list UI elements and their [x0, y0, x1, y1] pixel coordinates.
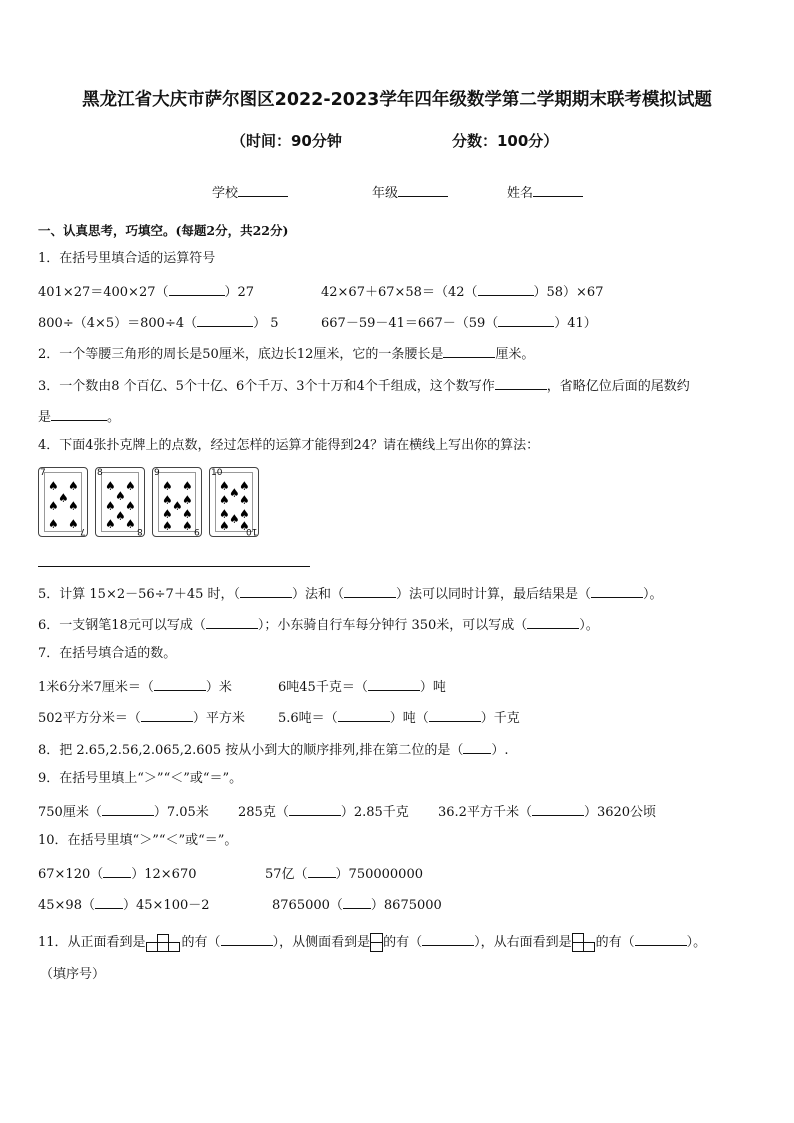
q8-text: 8．把 2.65,2.56,2.065,2.605 按从小到大的顺序排列,排在第二位的是（ ）.: [38, 743, 509, 758]
answer-blank[interactable]: [169, 283, 225, 296]
q6-text: 6．一支钢笔18元可以写成（ ）；小东骑自行车每分钟行 350米，可以写成（ ）。: [38, 618, 599, 633]
playing-card-8: 8 8 ♠ ♠ ♠ ♠ ♠ ♠ ♠ ♠: [97, 468, 143, 536]
q10-item-b: 57亿（ ）750000000: [265, 867, 423, 882]
grade-field[interactable]: [372, 182, 448, 201]
grade-label: 年级: [372, 186, 399, 201]
q1-text: 1．在括号里填合适的运算符号: [38, 251, 216, 266]
q7-text: 7．在括号填合适的数。: [38, 646, 177, 661]
q1-item-b: 42×67＋67×58＝（42（ ）58）×67: [321, 285, 604, 300]
answer-blank[interactable]: [478, 283, 534, 296]
answer-blank[interactable]: [51, 408, 107, 421]
q11-note: （填序号）: [40, 967, 106, 982]
page-title: 黑龙江省大庆市萨尔图区2022-2023学年四年级数学第二学期期末联考模拟试题: [82, 90, 712, 110]
name-field[interactable]: [507, 182, 583, 201]
q7-item-a: 1米6分米7厘米＝（ ）米: [38, 680, 232, 695]
answer-blank[interactable]: [141, 709, 193, 722]
answer-blank[interactable]: [591, 585, 643, 598]
name-label: 姓名: [507, 186, 534, 201]
q9-text: 9．在括号里填上“＞”“＜”或“＝”。: [38, 771, 243, 786]
q9-item-b: 285克（ ）2.85千克: [238, 805, 409, 820]
exam-score: 分数：100分）: [452, 132, 559, 150]
school-field[interactable]: [212, 182, 288, 201]
answer-blank[interactable]: [498, 314, 554, 327]
q7-item-b: 6吨45千克＝（ ）吨: [278, 680, 446, 695]
answer-blank[interactable]: [197, 314, 253, 327]
school-label: 学校: [212, 186, 239, 201]
q9-item-c: 36.2平方千米（ ）3620公顷: [438, 805, 657, 820]
answer-blank[interactable]: [221, 933, 273, 946]
answer-blank[interactable]: [103, 865, 131, 878]
q7-item-c: 502平方分米＝（ ）平方米: [38, 711, 245, 726]
answer-blank[interactable]: [422, 933, 474, 946]
q10-item-c: 45×98（ ）45×100－2: [38, 898, 210, 913]
answer-blank[interactable]: [102, 803, 154, 816]
answer-blank[interactable]: [338, 709, 390, 722]
q7-item-d: 5.6吨＝（ ）吨（ ）千克: [278, 711, 520, 726]
answer-blank[interactable]: [443, 345, 495, 358]
q2-text: 2．一个等腰三角形的周长是50厘米，底边长12厘米，它的一条腰长是 厘米。: [38, 347, 535, 362]
answer-blank[interactable]: [240, 585, 292, 598]
q4-answer-line[interactable]: [38, 566, 310, 567]
playing-card-9: 9 9 ♠ ♠ ♠ ♠ ♠ ♠ ♠ ♠ ♠: [154, 468, 200, 536]
exam-time: （时间：90分钟: [231, 132, 342, 150]
answer-blank[interactable]: [495, 377, 547, 390]
right-view-icon: [572, 933, 596, 952]
answer-blank[interactable]: [95, 896, 123, 909]
q1-item-a: 401×27＝400×27（ ）27: [38, 285, 255, 300]
playing-card-7: 7 7 ♠ ♠ ♠ ♠ ♠ ♠ ♠: [40, 468, 86, 536]
q10-item-d: 8765000（ ）8675000: [272, 898, 442, 913]
answer-blank[interactable]: [344, 585, 396, 598]
front-view-icon: [146, 934, 182, 952]
answer-blank[interactable]: [429, 709, 481, 722]
q9-item-a: 750厘米（ ）7.05米: [38, 805, 209, 820]
answer-blank[interactable]: [343, 896, 371, 909]
q1-item-d: 667－59－41＝667－（59（ ）41）: [321, 316, 597, 331]
answer-blank[interactable]: [463, 741, 491, 754]
answer-blank[interactable]: [289, 803, 341, 816]
playing-card-10: 10 10 ♠ ♠ ♠ ♠ ♠ ♠ ♠ ♠ ♠ ♠: [211, 468, 257, 536]
answer-blank[interactable]: [532, 803, 584, 816]
q10-item-a: 67×120（ ）12×670: [38, 867, 197, 882]
playing-cards: [38, 467, 268, 539]
q5-text: 5．计算 15×2－56÷7＋45 时，（ ）法和（ ）法可以同时计算，最后结果是（ ）。: [38, 587, 663, 602]
answer-blank[interactable]: [154, 678, 206, 691]
side-view-icon: [370, 933, 383, 952]
q4-text: 4．下面4张扑克牌上的点数，经过怎样的运算才能得到24？请在横线上写出你的算法：: [38, 438, 540, 453]
section-heading: 一、认真思考，巧填空。(每题2分，共22分): [38, 223, 289, 238]
answer-blank[interactable]: [527, 616, 579, 629]
answer-blank[interactable]: [368, 678, 420, 691]
q3-text: 3．一个数由8 个百亿、5个十亿、6个千万、3个十万和4个千组成，这个数写作 ，省略亿位后面的尾数约: [38, 379, 690, 394]
q1-item-c: 800÷（4×5）＝800÷4（ ） 5: [38, 316, 279, 331]
answer-blank[interactable]: [635, 933, 687, 946]
answer-blank[interactable]: [308, 865, 336, 878]
q3-text-line2: 是 。: [38, 410, 121, 425]
answer-blank[interactable]: [206, 616, 258, 629]
q10-text: 10．在括号里填“＞”“＜”或“＝”。: [38, 833, 238, 848]
q11-text: 11．从正面看到是 的有（ ），从侧面看到是 的有（ ），从右面看到是 的有（ ）。: [38, 935, 707, 950]
